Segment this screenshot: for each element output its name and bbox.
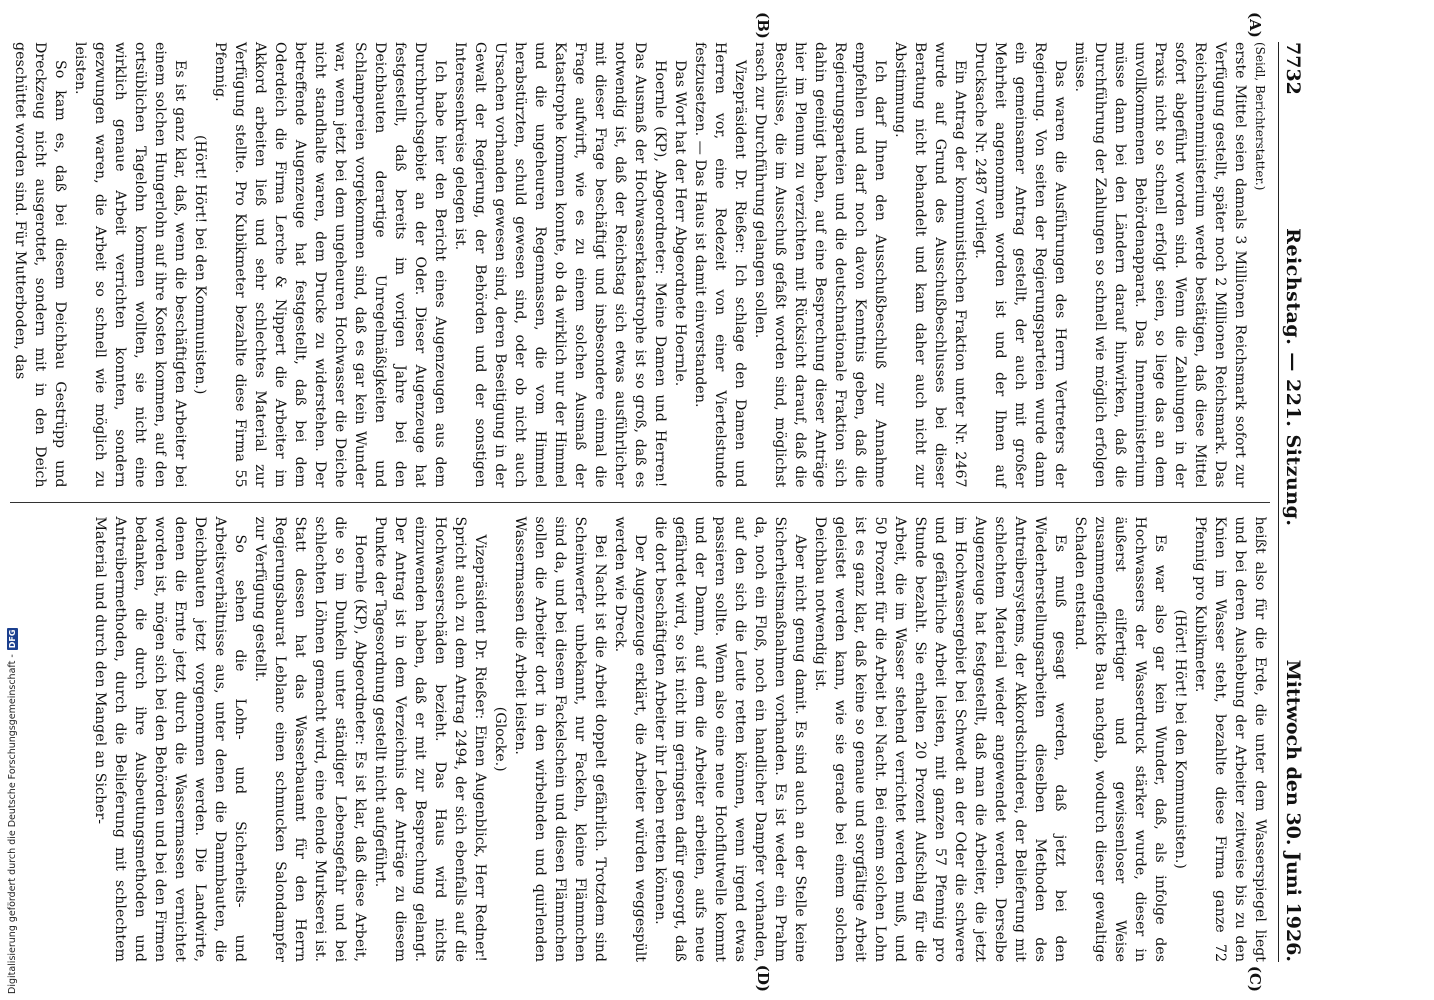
rotated-page xyxy=(8,0,1318,1000)
paragraph: Das Wort hat der Herr Abgeordnete Hoernle. xyxy=(672,60,688,387)
paragraph: Der Augenzeuge erklärt, die Arbeiter würden weggespült werden wie Dreck. xyxy=(612,516,648,962)
page-number: 7732 xyxy=(1282,42,1304,95)
paragraph: Es muß gesagt werden, daß jetzt bei den Wiederherstellungsarbeiten dieselben Methoden des Antreibersystems, der Akkordschinderei, der Belieferung mit schlechtem Material wieder angewendet werden. Derselbe Augenzeuge hat festgestellt, daß man die Arbeiter, die jetzt im Hochwassergebiet bei Schwedt an der Oder die schwere und gefährliche Arbeit leisten, mit ganzen 57 Pfennig pro Stunde bezahlt. Sie erhalten 20 Prozent Aufschlag für die Arbeit, die im Wasser stehend verrichtet werden muß, und 50 Prozent für die Arbeit bei Nacht. Bei einem solchen Lohn ist es ganz klar, daß keine so genaue und sorgfältige Arbeit geleistet werden kann, wie sie gerade bei einem solchen Deichbau notwendig ist. xyxy=(812,516,1068,962)
paragraph: So kam es, daß bei diesem Deichbau Gestrüpp und Dreckzeug nicht ausgerottet, sondern mit in den Deich geschüttet worden sind. Für Mutterboden, das xyxy=(12,42,68,488)
paragraph: Aber nicht genug damit. Es sind auch an der Stelle keine Sicherheitsmaßnahmen vorhanden. Es ist weder ein Prahm da, noch ein Floß, noch ein handlicher Dampfer vorhanden, auf den sich die Leute retten können, wenn irgend etwas passieren sollte. Wenn also eine neue Hochflutwelle kommt und der Damm, auf dem die Arbeiter arbeiten, aufs neue gefährdet wird, so ist nicht im geringsten dafür gesorgt, daß die dort beschäftigten Arbeiter ihr Leben retten können. xyxy=(652,516,808,962)
left-column xyxy=(10,42,1270,503)
paragraph: Bei Nacht ist die Arbeit doppelt gefährlich. Trotzdem sind Scheinwerfer unbekannt, nur Fackeln, kleine Flämmchen sind da, und bei diesem Fackelschein und diesen Flämmchen sollen die Arbeiter dort in den wirbelnden und quirlenden Wassermassen die Arbeit leisten. xyxy=(512,516,608,962)
interjection: (Glocke.) xyxy=(492,706,508,772)
paragraph: Ein Antrag der kommunistischen Fraktion unter Nr. 2467 wurde auf Grund des Ausschußbeschlusses bei dieser Beratung nicht behandelt und kam daher auch nicht zur Abstimmung. xyxy=(892,42,968,488)
page-body xyxy=(10,12,1270,992)
margin-mark-b: (B) xyxy=(754,12,772,39)
right-column xyxy=(10,503,1270,963)
paragraph: Hoernle (KP), Abgeordneter: Es ist klar, daß diese Arbeit, die so im Dunkeln unter ständiger Lebensgefahr und bei schlechten Löhnen gemacht wird, eine elende Murkserei ist. Statt dessen hat das Wasserbauamt für den Herrn Regierungsbaurat Leblanc einen schmucken Salondampfer zur Verfügung gestellt. xyxy=(252,516,368,962)
paragraph: Vizepräsident Dr. Rießer: Ich schlage den Damen und Herren vor, eine Redezeit von einer Viertelstunde festzusetzen. — Das Haus ist damit einverstanden. xyxy=(692,42,748,488)
paragraph: Ich habe hier den Bericht eines Augenzeugen aus dem Durchbruchsgebiet an der Oder. Dieser Augenzeuge hat festgestellt, daß bereits im vorigen Jahre bei den Deichbauten derartige Unregelmäßigkeiten und Schlampereien vorgekommen sind, daß es gar kein Wunder war, wenn jetzt bei dem ungeheuren Hochwasser die Deiche nicht standhalte waren, dem Drucke zu widerstehen. Der betreffende Augenzeuge hat festgestellt, daß bei dem Oderdeich die Firma Lerche & Nippert die Arbeiter im Akkord arbeiten ließ und sehr schlechtes Material zur Verfügung stellte. Pro Kubikmeter bezahlte diese Firma 55 Pfennig. xyxy=(212,42,448,488)
paragraph: Das waren die Ausführungen des Herrn Vertreters der Regierung. Von seiten der Regierungsparteien wurde dann ein gemeinsamer Antrag gestellt, der auch mit großer Mehrheit angenommen worden ist und der Ihnen auf Drucksache Nr. 2487 vorliegt. xyxy=(972,42,1068,488)
credit-text: Digitalisierung gefördert durch die Deutsche Forschungsgemeinschaft - xyxy=(7,654,18,994)
paragraph: So sehen die Lohn- und Sicherheits- und Arbeitsverhältnisse aus, unter denen die Dammbauten, die Deichbauten jetzt vorgenommen werden. Die Landwirte, denen die Ernte jetzt durch die Wassermassen vernichtet worden ist, mögen sich bei den Behörden und bei den Firmen bedanken, die durch ihre Ausbeutungsmethoden und Antreibermethoden, durch die Belieferung mit schlechtem Material und durch den Mangel an Sicher- xyxy=(92,516,248,962)
margin-mark-d: (D) xyxy=(754,964,772,992)
dfg-logo-icon: DFG xyxy=(8,629,17,649)
margin-mark-a: (A) xyxy=(1246,12,1264,38)
margin-mark-c: (C) xyxy=(1246,965,1264,992)
paragraph: Es war also gar kein Wunder, daß, als infolge des Hochwassers der Wasserdruck stärker wurde, dieser in äußerst eilfertiger und gewissenloser Weise zusammengeflickte Bau nachgab, wodurch dieser gewaltige Schaden entstand. xyxy=(1072,516,1168,962)
paragraph: erste Mittel seien damals 3 Millionen Reichsmark sofort zur Verfügung gestellt, später noch 2 Millionen Reichsmark. Das Reichsinnenministerium werde bestätigen, daß diese Mittel sofort abgeführt worden sind. Wenn die Zahlungen in der Praxis nicht so schnell erfolgt seien, so liege das an dem unvollkommenen Behördenapparat. Das Innenministerium müsse dann bei den Ländern darauf hinwirken, daß die Durchführung der Zahlungen so schnell wie möglich erfolgen müsse. xyxy=(1072,42,1248,488)
interjection: (Hört! Hört! bei den Kommunisten.) xyxy=(1172,609,1188,869)
session-title: Reichstag. — 221. Sitzung. xyxy=(1282,228,1304,527)
digitization-credit xyxy=(4,4,24,994)
paragraph: Es ist ganz klar, daß, wenn die beschäftigten Arbeiter bei einem solchen Hungerlohn auf ihre Kosten kommen, auf den ortsüblichen Tagelohn kommen wollten, sie nicht eine wirklich genaue Arbeit verrichten konnten, sondern gezwungen waren, die Arbeit so schnell wie möglich zu leisten. xyxy=(72,42,188,488)
paragraph: Hoernle (KP), Abgeordneter: Meine Damen und Herren! Das Ausmaß der Hochwasserkatastrophe ist so groß, daß es notwendig ist, daß der Reichstag sich etwas ausführlicher mit dieser Frage beschäftigt und insbesondere einmal die Frage aufwirft, wie es zu einem solchen Ausmaß der Katastrophe kommen konnte, ob da wirklich nur der Himmel und die ungeheuren Regenmassen, die vom Himmel herabstürzten, schuld gewesen sind, oder ob nicht auch Ursachen vorhanden gewesen sind, deren Beseitigung in der Gewalt der Regierung, der Behörden und der sonstigen Interessenkreise gelegen ist. xyxy=(452,42,668,488)
page-header xyxy=(1278,42,1304,962)
paragraph: Ich darf Ihnen den Ausschußbeschluß zur Annahme empfehlen und darf noch davon Kenntnis geben, daß die Regierungsparteien und die deutschnationale Fraktion sich dahin geeinigt haben, auf eine Besprechung dieser Anträge hier im Plenum zu verzichten mit Rücksicht darauf, daß die Beschlüsse, die im Ausschuß gefaßt worden sind, möglichst rasch zur Durchführung gelangen sollen. xyxy=(752,42,888,488)
interjection: (Hört! Hört! bei den Kommunisten.) xyxy=(192,135,208,395)
paragraph: heißt also für die Erde, die unter dem Wasserspiegel liegt und bei deren Aushebung der Arbeiter zeitweise bis zu den Knien im Wasser steht, bezahlte diese Firma ganze 72 Pfennig pro Kubikmeter. xyxy=(1192,516,1268,962)
session-date: Mittwoch den 30. Juni 1926. xyxy=(1282,659,1304,962)
speaker-note: (Seidl, Berichterstatter.) xyxy=(1253,42,1267,191)
paragraph: Vizepräsident Dr. Rießer: Einen Augenblick, Herr Redner! Spricht auch zu dem Antrag 2494, der sich ebenfalls auf die Hochwasserschäden bezieht. Das Haus wird nichts einzuwenden haben, daß er mit zur Besprechung gelangt. Der Antrag ist in dem Verzeichnis der Anträge zu diesem Punkte der Tagesordnung gestellt nicht aufgeführt. xyxy=(372,516,488,962)
